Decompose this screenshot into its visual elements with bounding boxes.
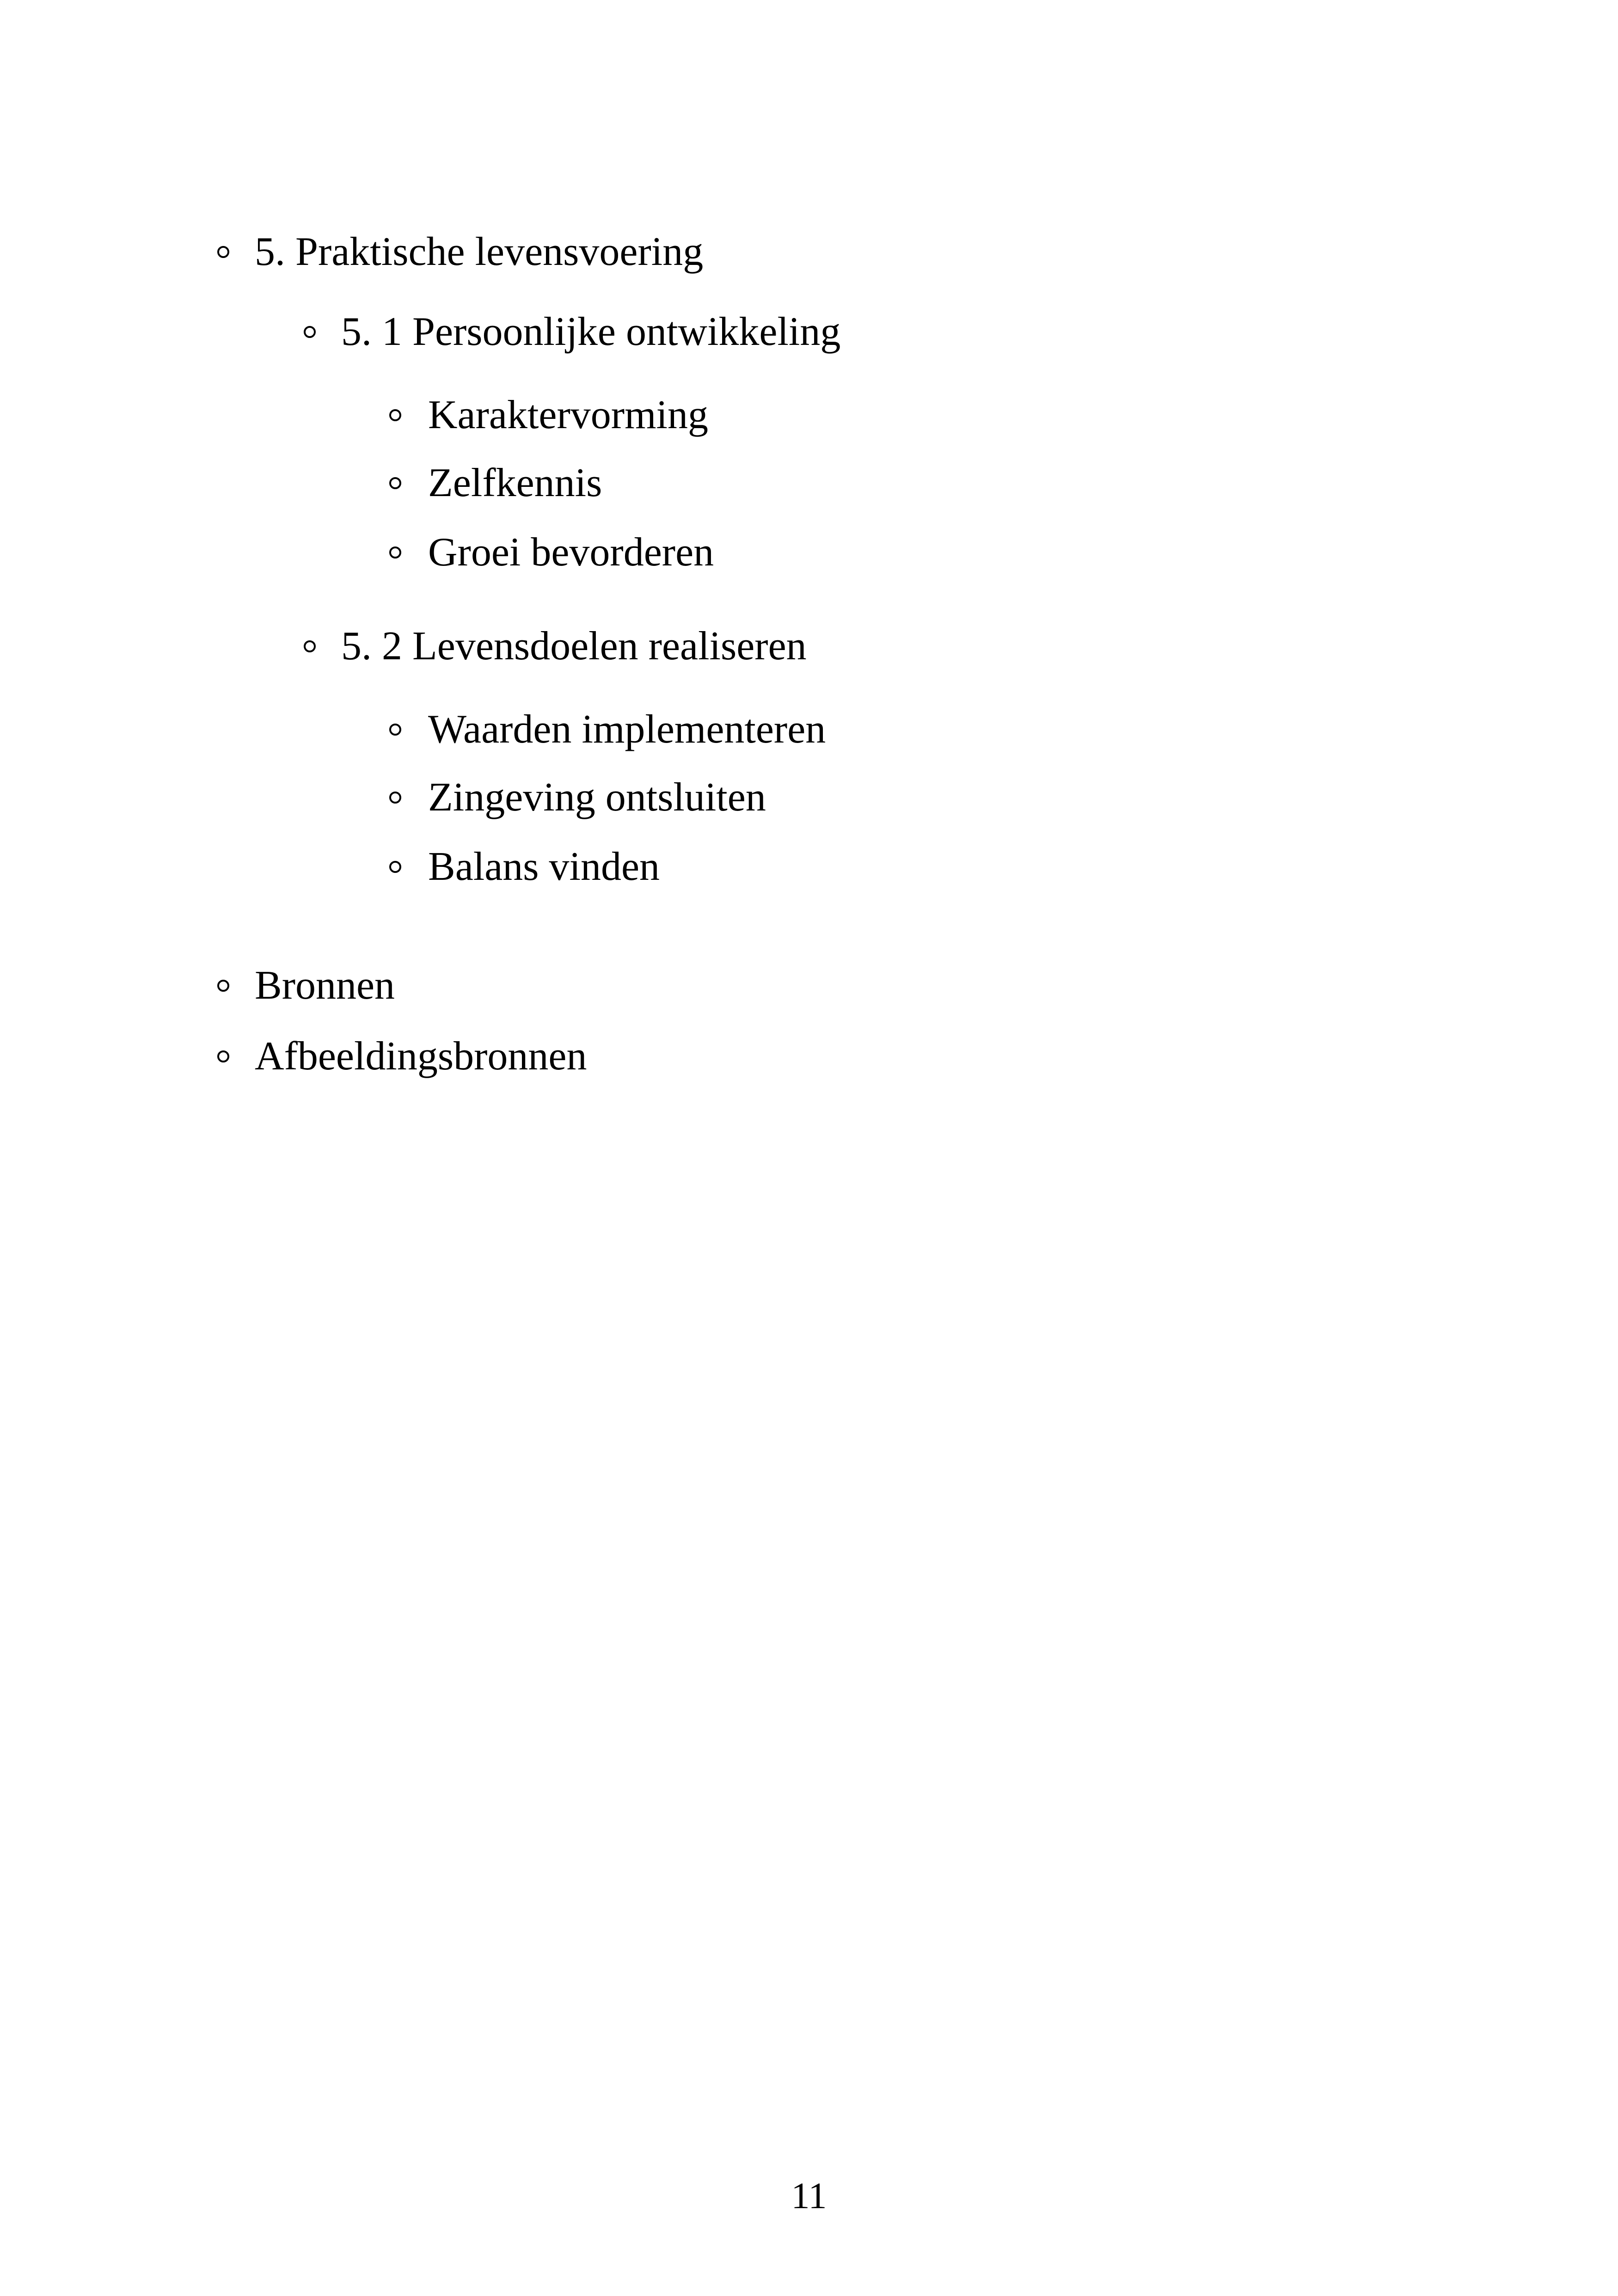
toc-entry-label: Afbeeldingsbronnen (255, 1034, 587, 1079)
hollow-circle-bullet-icon (217, 980, 229, 992)
toc-entry-label: Karaktervorming (428, 393, 708, 437)
hollow-circle-bullet-icon (389, 861, 401, 873)
toc-entry-label: Groei bevorderen (428, 530, 714, 575)
hollow-circle-bullet-icon (389, 477, 401, 489)
toc-entry (217, 1033, 587, 1080)
hollow-circle-bullet-icon (304, 640, 316, 652)
hollow-circle-bullet-icon (217, 246, 229, 258)
toc-entry-label: Zingeving ontsluiten (428, 775, 766, 820)
toc-entry (389, 706, 826, 753)
hollow-circle-bullet-icon (389, 546, 401, 559)
toc-entry-label: 5. 1 Persoonlijke ontwikkeling (341, 309, 841, 354)
toc-entry-label: Balans vinden (428, 844, 660, 889)
toc-entry (389, 844, 660, 890)
hollow-circle-bullet-icon (304, 326, 316, 338)
hollow-circle-bullet-icon (389, 792, 401, 804)
hollow-circle-bullet-icon (217, 1050, 229, 1062)
toc-entry (389, 460, 602, 506)
toc-entry (304, 309, 840, 355)
toc-entry (304, 623, 807, 669)
toc-entry-label: Zelfkennis (428, 460, 602, 505)
page-number: 11 (791, 2176, 827, 2216)
toc-entry-label: Waarden implementeren (428, 707, 826, 752)
toc-entry-label: 5. 2 Levensdoelen realiseren (341, 624, 807, 669)
toc-entry (217, 229, 703, 275)
toc-entry (389, 529, 714, 576)
hollow-circle-bullet-icon (389, 409, 401, 421)
toc-entry (217, 963, 395, 1009)
toc-entry-label: 5. Praktische levensvoering (255, 229, 704, 274)
toc-entry (389, 774, 766, 821)
toc-entry-label: Bronnen (255, 963, 395, 1008)
toc-entry (389, 392, 708, 438)
hollow-circle-bullet-icon (389, 724, 401, 736)
